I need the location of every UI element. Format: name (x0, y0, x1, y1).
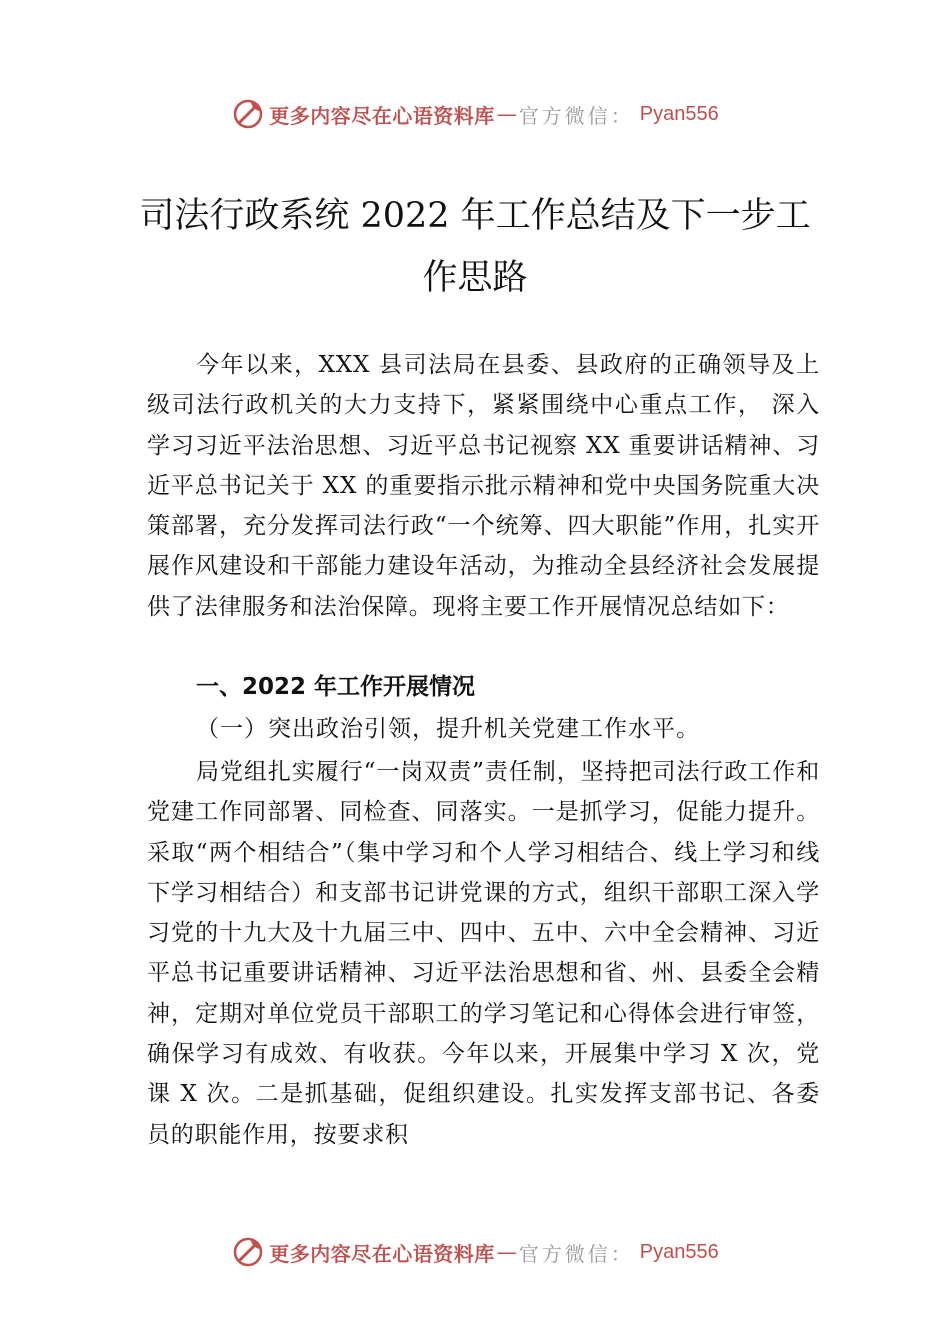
banner-brand-text: 更多内容尽在心语资料库 (269, 103, 495, 128)
banner-wechat-label: 官方微信： (518, 1241, 634, 1266)
subsection-heading: （一）突出政治引领，提升机关党建工作水平。 (196, 716, 700, 742)
banner-wechat-handle: Pyan556 (639, 102, 719, 125)
banner-wechat-label: 官方微信： (518, 103, 634, 128)
banner-wechat-handle: Pyan556 (639, 1240, 719, 1263)
banner-dash: — (496, 102, 517, 126)
document-title-line-1: 司法行政系统 2022 年工作总结及下一步工 (139, 196, 811, 236)
quill-logo-icon (231, 1235, 265, 1269)
document-title-line-2: 作思路 (422, 258, 528, 298)
intro-paragraph: 今年以来，XXX 县司法局在县委、县政府的正确领导及上级司法行政机关的大力支持下，紧紧围绕中心重点工作， 深入学习习近平法治思想、习近平总书记视察 XX 重要讲话精神、习近平总书记关于 XX 的重要指示批示精神和党中央国务院重大决策部署，充分发挥司法行政“一个统筹、四大职能”作用，扎实开展作风建设和干部能力建设年活动，为推动全县经济社会发展提供了法律服务和法治保障。现将主要工作开展情况总结如下： (147, 352, 820, 620)
banner-dash: — (496, 1240, 517, 1264)
body-paragraph: 局党组扎实履行“一岗双责”责任制，坚持把司法行政工作和党建工作同部署、同检查、同落实。一是抓学习，促能力提升。采取“两个相结合”（集中学习和个人学习相结合、线上学习和线下学习相结合）和支部书记讲党课的方式，组织干部职工深入学习党的十九大及十九届三中、四中、五中、六中全会精神、习近平总书记重要讲话精神、习近平法治思想和省、州、县委全会精神，定期对单位党员干部职工的学习笔记和心得体会进行审签，确保学习有成效、有收获。今年以来，开展集中学习 X 次，党课 X 次。二是抓基础，促组织建设。扎实发挥支部书记、各委员的职能作用，按要求积 (147, 759, 820, 1148)
footer-watermark-banner (0, 1232, 950, 1272)
section-heading: 一、2022 年工作开展情况 (196, 674, 476, 700)
quill-logo-icon (231, 97, 265, 131)
banner-brand-text: 更多内容尽在心语资料库 (269, 1241, 495, 1266)
header-watermark-banner (0, 94, 950, 134)
